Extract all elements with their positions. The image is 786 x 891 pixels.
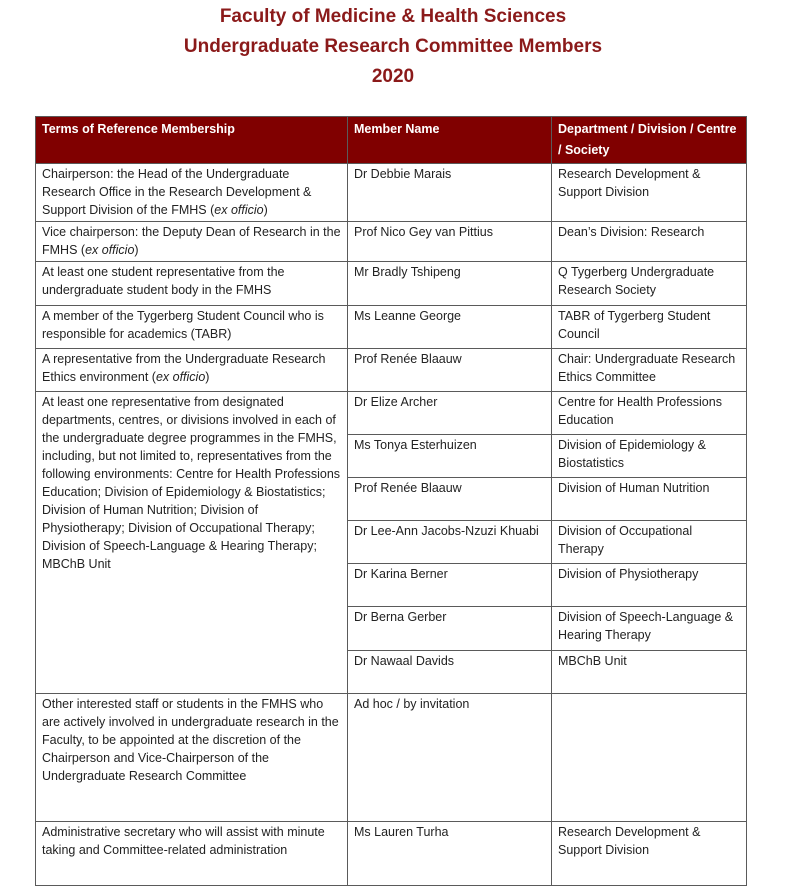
- department-cell: TABR of Tygerberg Student Council: [552, 306, 747, 349]
- member-name-cell: Mr Bradly Tshipeng: [348, 262, 552, 306]
- member-name-cell: Dr Karina Berner: [348, 564, 552, 607]
- member-name-cell: Dr Elize Archer: [348, 392, 552, 435]
- member-name-cell: Dr Lee-Ann Jacobs-Nzuzi Khuabi: [348, 521, 552, 564]
- committee-title: Undergraduate Research Committee Members: [183, 36, 603, 57]
- terms-cell: Administrative secretary who will assist with minute taking and Committee-related administration: [36, 822, 348, 886]
- table-row: [36, 822, 747, 886]
- member-name-cell: Prof Nico Gey van Pittius: [348, 222, 552, 262]
- members-table: [35, 116, 747, 886]
- member-name-cell: Dr Berna Gerber: [348, 607, 552, 651]
- department-cell: Dean’s Division: Research: [552, 222, 747, 262]
- terms-cell: A representative from the Undergraduate Research Ethics environment (ex officio): [36, 349, 348, 392]
- department-cell: MBChB Unit: [552, 651, 747, 694]
- table-row: [36, 222, 747, 262]
- column-header-name: Member Name: [348, 117, 552, 164]
- department-cell: Chair: Undergraduate Research Ethics Committee: [552, 349, 747, 392]
- table-row: [36, 164, 747, 222]
- terms-cell: Chairperson: the Head of the Undergraduate Research Office in the Research Development & Support Division of the FMHS (ex officio): [36, 164, 348, 222]
- department-cell: Centre for Health Professions Education: [552, 392, 747, 435]
- terms-cell: Other interested staff or students in the FMHS who are actively involved in undergraduate research in the Faculty, to be appointed at the discretion of the Chairperson and Vice-Chairperson of the Undergraduate Research Committee: [36, 694, 348, 822]
- table-row: [36, 392, 747, 435]
- table-header-row: [36, 117, 747, 164]
- column-header-dept: Department / Division / Centre / Society: [552, 117, 747, 164]
- table-row: [36, 694, 747, 822]
- member-name-cell: Dr Nawaal Davids: [348, 651, 552, 694]
- terms-cell: Vice chairperson: the Deputy Dean of Research in the FMHS (ex officio): [36, 222, 348, 262]
- department-cell: Division of Physiotherapy: [552, 564, 747, 607]
- department-cell: Division of Occupational Therapy: [552, 521, 747, 564]
- member-name-cell: Prof Renée Blaauw: [348, 349, 552, 392]
- department-cell: Division of Speech-Language & Hearing Therapy: [552, 607, 747, 651]
- member-name-cell: Dr Debbie Marais: [348, 164, 552, 222]
- terms-cell: At least one student representative from the undergraduate student body in the FMHS: [36, 262, 348, 306]
- terms-cell: A member of the Tygerberg Student Council who is responsible for academics (TABR): [36, 306, 348, 349]
- column-header-terms: Terms of Reference Membership: [36, 117, 348, 164]
- member-name-cell: Ms Tonya Esterhuizen: [348, 435, 552, 478]
- member-name-cell: Prof Renée Blaauw: [348, 478, 552, 521]
- table-row: [36, 262, 747, 306]
- faculty-title: Faculty of Medicine & Health Sciences: [219, 6, 567, 27]
- member-name-cell: Ad hoc / by invitation: [348, 694, 552, 822]
- department-cell: Research Development & Support Division: [552, 164, 747, 222]
- table-row: [36, 349, 747, 392]
- document-header: [0, 0, 786, 116]
- table-row: [36, 306, 747, 349]
- member-name-cell: Ms Leanne George: [348, 306, 552, 349]
- member-name-cell: Ms Lauren Turha: [348, 822, 552, 886]
- department-cell: Q Tygerberg Undergraduate Research Society: [552, 262, 747, 306]
- department-cell: Division of Human Nutrition: [552, 478, 747, 521]
- department-cell: Research Development & Support Division: [552, 822, 747, 886]
- terms-cell-group: At least one representative from designated departments, centres, or divisions involved in each of the undergraduate degree programmes in the FMHS, including, but not limited to, representatives from the following environments: Centre for Health Professions Education; Division of Epidemiology & Biostatistics; Division of Human Nutrition; Division of Physiotherapy; Division of Occupational Therapy; Division of Speech-Language & Hearing Therapy; MBChB Unit: [36, 392, 348, 694]
- department-cell: Division of Epidemiology & Biostatistics: [552, 435, 747, 478]
- department-cell: [552, 694, 747, 822]
- year-title: 2020: [371, 66, 415, 87]
